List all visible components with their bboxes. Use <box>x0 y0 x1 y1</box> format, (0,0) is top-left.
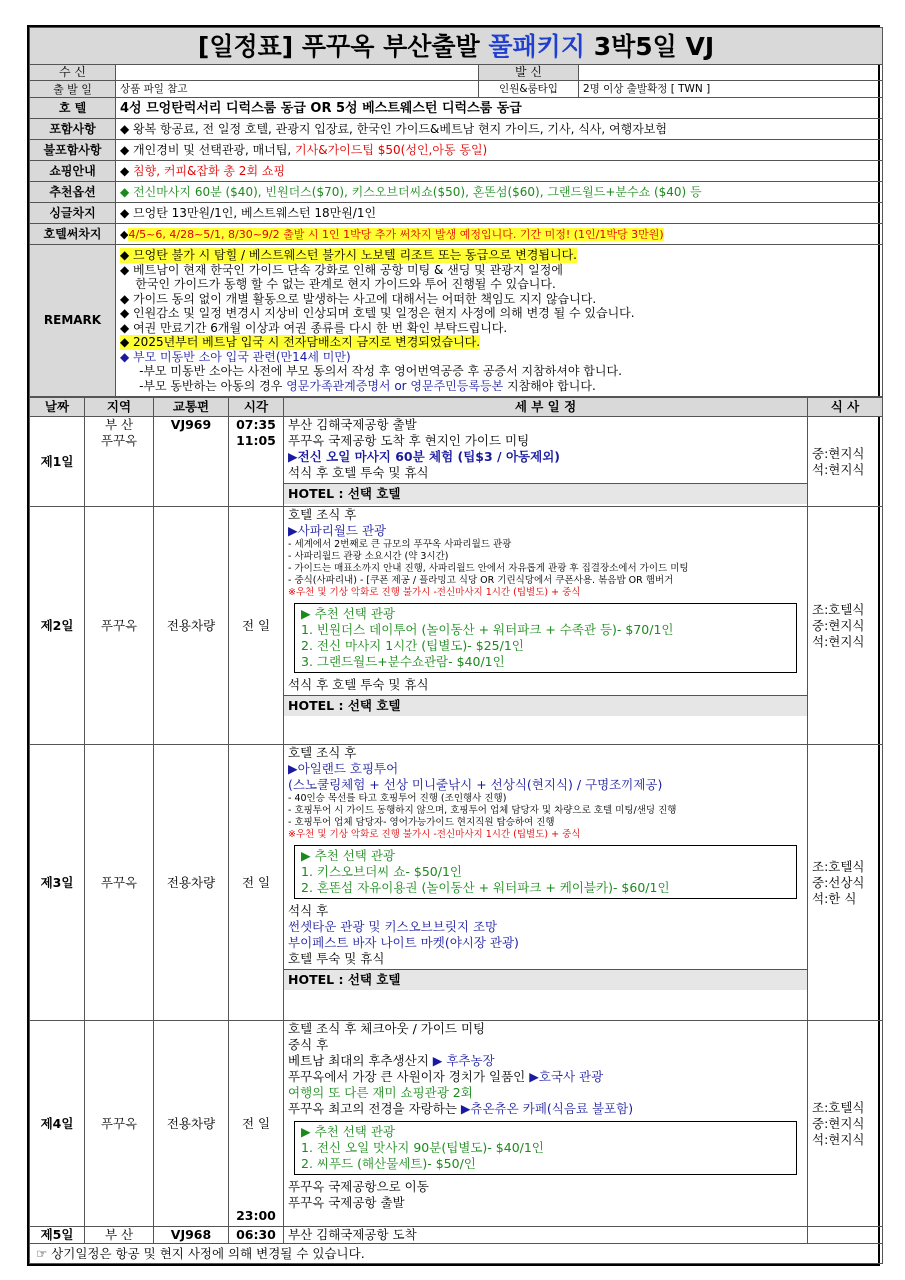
departure-label: 출 발 일 <box>30 81 116 98</box>
region-end: 푸꾸옥 <box>100 433 138 448</box>
day-time <box>229 1021 284 1227</box>
detail-line: 푸꾸옥 국제공항 도착 후 현지인 가이드 미팅 <box>288 433 530 448</box>
hotel-value: 4성 므엉탄럭서리 디럭스룸 동급 OR 5성 베스트웨스턴 디럭스룸 동급 <box>116 98 883 119</box>
hotel-bar: HOTEL : 선택 호텔 <box>284 695 807 716</box>
option-item: 1. 키스오브더씨 쇼- $50/1인 <box>301 864 462 879</box>
time-depart: 07:35 <box>236 417 276 432</box>
remark-label: REMARK <box>30 245 116 397</box>
detail-line: 석식 후 <box>288 903 329 918</box>
option-box <box>294 603 797 673</box>
detail-highlight: ▶호국사 관광 <box>529 1069 604 1084</box>
detail-text: 푸꾸옥 최고의 전경을 자랑하는 <box>288 1101 461 1116</box>
day-meals <box>808 417 883 507</box>
header-detail: 세 부 일 정 <box>284 398 808 417</box>
time-allday: 전 일 <box>241 1115 271 1131</box>
header-time: 시각 <box>229 398 284 417</box>
day-row-1 <box>30 417 883 507</box>
surcharge-cell <box>116 224 883 245</box>
meal: 중:현지식 <box>812 1115 865 1131</box>
option-box <box>294 845 797 899</box>
detail-line: 여행의 또 다른 재미 쇼핑관광 2회 <box>288 1085 473 1100</box>
shopping-detail: 침향, 커피&잡화 총 2회 쇼핑 <box>133 163 286 178</box>
surcharge-detail: 4/5~6, 4/28~5/1, 8/30~9/2 출발 시 1인 1박당 추가 써차지 발생 예정입니다. 기간 미정! (1인/1박당 3만원) <box>128 227 664 241</box>
shopping-cell <box>116 161 883 182</box>
option-title: ▶ 추천 선택 관광 <box>301 606 395 621</box>
remark-line-9: -부모 미동반 소아는 사전에 부모 동의서 작성 후 영어번역공증 후 공증서 지참하셔야 합니다. <box>120 364 622 378</box>
day-region: 푸꾸옥 <box>85 507 154 745</box>
detail-text: 푸꾸옥에서 가장 큰 사원이자 경치가 일품인 <box>288 1069 530 1084</box>
recipient-label: 수 신 <box>30 65 116 81</box>
remark-line-8: ◆ 부모 미동반 소아 입국 관련(만14세 미만) <box>120 349 351 364</box>
detail-line: 푸꾸옥 국제공항으로 이동 <box>288 1179 429 1194</box>
detail-line: (스노쿨링체험 + 선상 미니줄낚시 + 선상식(현지식) / 구명조끼제공) <box>288 777 663 792</box>
day-label: 제2일 <box>30 507 85 745</box>
detail-line <box>288 1069 803 1085</box>
day-region <box>85 417 154 507</box>
detail-line: 호텔 조식 후 <box>288 507 357 522</box>
header-transport: 교통편 <box>154 398 229 417</box>
day-label: 제1일 <box>30 417 85 507</box>
day-label: 제4일 <box>30 1021 85 1227</box>
day-time: 전 일 <box>229 745 284 1021</box>
surcharge-value: ◆ <box>120 227 129 241</box>
detail-line: ▶사파리월드 관광 <box>288 523 387 538</box>
day-row-5 <box>30 1227 883 1244</box>
remark-line-5: ◆ 인원감소 및 일정 변경시 지상비 인상되며 호텔 및 일정은 현지 사정에 의해 변경 될 수 있습니다. <box>120 306 635 320</box>
options-value: ◆ 전신마사지 60분 ($40), 빈원더스($70), 키스오브더씨쇼($50), 혼똔섬($60), 그랜드월드+분수쇼 ($40) 등 <box>116 182 883 203</box>
detail-line: 호텔 조식 후 <box>288 745 357 760</box>
day-meals <box>808 507 883 745</box>
day-meals <box>808 1021 883 1227</box>
remark-line-6: ◆ 여권 만료기간 6개월 이상과 여권 종류를 다시 한 번 확인 부탁드립니다. <box>120 320 508 335</box>
detail-line: ▶전신 오일 마사지 60분 체험 (팁$3 / 아동제외) <box>288 449 560 464</box>
detail-line: 부산 김해국제공항 출발 <box>288 417 417 432</box>
detail-line: 호텔 투숙 및 휴식 <box>288 951 385 966</box>
meal: 중:선상식 <box>812 874 865 890</box>
time-arrive: 11:05 <box>236 433 276 448</box>
day-detail <box>284 507 808 745</box>
time-depart: 23:00 <box>236 1208 276 1223</box>
detail-line: ▶아일랜드 호핑투어 <box>288 761 399 776</box>
remark-line-10-docs: 영문가족관계증명서 or 영문주민등록등본 <box>286 378 504 393</box>
detail-line: 부이페스트 바자 나이트 마켓(야시장 관광) <box>288 935 519 950</box>
detail-note: - 호핑투어 시 가이드 동행하지 않으며, 호핑투어 업체 담당자 및 차량으로 호텔 미팅/샌딩 진행 <box>288 805 677 816</box>
day-time: 06:30 <box>229 1227 284 1244</box>
detail-line: 석식 후 호텔 투숙 및 휴식 <box>288 677 429 692</box>
schedule-header <box>30 398 883 417</box>
remark-line-2: ◆ 베트남이 현재 한국인 가이드 단속 강화로 인해 공항 미팅 & 샌딩 및 관광지 일정에 <box>120 262 563 277</box>
shopping-label: 쇼핑안내 <box>30 161 116 182</box>
day-transport: VJ969 <box>154 417 229 507</box>
remark-line-4: ◆ 가이드 동의 없이 개별 활동으로 발생하는 사고에 대해서는 어떠한 책임도 지지 않습니다. <box>120 291 597 306</box>
surcharge-label: 호텔써차지 <box>30 224 116 245</box>
single-label: 싱글차지 <box>30 203 116 224</box>
option-title: ▶ 추천 선택 관광 <box>301 848 395 863</box>
remark-line-10-text: -부모 동반하는 아동의 경우 <box>120 378 287 393</box>
meal: 석:현지식 <box>812 1131 865 1147</box>
detail-note: - 중식(사파리내) - [쿠폰 제공 / 플라밍고 식당 OR 기린식당에서 쿠폰사용. 볶음밥 OR 햄버거 <box>288 575 674 586</box>
option-item: 3. 그랜드월드+분수쇼관람- $40/1인 <box>301 654 505 669</box>
option-box <box>294 1121 797 1175</box>
day-row-4 <box>30 1021 883 1227</box>
header-region: 지역 <box>85 398 154 417</box>
meal: 중:현지식 <box>812 617 865 633</box>
day-transport: 전용차량 <box>154 507 229 745</box>
remark-line-10-end: 지참해야 합니다. <box>503 378 596 393</box>
option-item: 2. 혼똔섬 자유이용권 (놀이동산 + 워터파크 + 케이블카)- $60/1인 <box>301 880 670 895</box>
detail-note: - 사파리월드 관광 소요시간 (약 3시간) <box>288 551 449 562</box>
day-detail <box>284 745 808 1021</box>
sender-label: 발 신 <box>479 65 579 81</box>
day-transport: 전용차량 <box>154 1021 229 1227</box>
header-date: 날짜 <box>30 398 85 417</box>
detail-note: ※우천 및 기상 악화로 진행 불가시 -전신마사지 1시간 (팁별도) + 중식 <box>288 829 581 840</box>
region-start: 부 산 <box>104 417 134 432</box>
remark-line-3: 한국인 가이드가 동행 할 수 없는 관계로 현지 가이드와 투어 진행될 수 있습니다. <box>120 277 556 291</box>
meal: 석:현지식 <box>812 633 865 649</box>
detail-note: - 가이드는 매표소까지 안내 진행, 사파리월드 안에서 자유롭게 관광 후 집결장소에서 가이드 미팅 <box>288 563 689 574</box>
sender-value <box>579 65 883 81</box>
recipient-value <box>116 65 479 81</box>
options-label: 추천옵션 <box>30 182 116 203</box>
hotel-bar: HOTEL : 선택 호텔 <box>284 969 807 990</box>
day-detail <box>284 1021 808 1227</box>
detail-line: 중식 후 <box>288 1037 329 1052</box>
day-time: 전 일 <box>229 507 284 745</box>
day-meals <box>808 745 883 1021</box>
option-title: ▶ 추천 선택 관광 <box>301 1124 395 1139</box>
meal: 조:호텔식 <box>812 1099 865 1115</box>
schedule-table <box>29 397 883 1264</box>
include-value: ◆ 왕복 항공료, 전 일정 호텔, 관광지 입장료, 한국인 가이드&베트남 현지 가이드, 기사, 식사, 여행자보험 <box>116 119 883 140</box>
detail-note: - 호핑투어 업체 담당자- 영어가능가이드 현지직원 탑승하여 진행 <box>288 817 555 828</box>
hotel-label: 호 텔 <box>30 98 116 119</box>
meal: 석:한 식 <box>812 890 857 906</box>
day-label: 제5일 <box>30 1227 85 1244</box>
meal: 중:현지식 <box>812 445 865 461</box>
detail-line: 호텔 조식 후 체크아웃 / 가이드 미팅 <box>288 1021 486 1036</box>
detail-line <box>288 1101 803 1117</box>
detail-line: 푸꾸옥 국제공항 출발 <box>288 1195 405 1210</box>
single-value: ◆ 므엉탄 13만원/1인, 베스트웨스턴 18만원/1인 <box>116 203 883 224</box>
option-item: 1. 전신 오일 맛사지 90분(팁별도)- $40/1인 <box>301 1140 544 1155</box>
meal: 조:호텔식 <box>812 858 865 874</box>
remark-line-1: ◆ 므엉탄 불가 시 탐힐 / 베스트웨스턴 불가시 노보텔 리조트 또는 동급으로 변경됩니다. <box>120 248 577 262</box>
option-item: 1. 빈원더스 데이투어 (놀이동산 + 워터파크 + 수족관 등)- $70/1인 <box>301 622 674 637</box>
detail-line: 석식 후 호텔 투숙 및 휴식 <box>288 465 429 480</box>
detail-line: 썬셋타운 관광 및 키스오브브릿지 조망 <box>288 919 498 934</box>
day-meals <box>808 1227 883 1244</box>
day-row-2 <box>30 507 883 745</box>
exclude-label: 불포함사항 <box>30 140 116 161</box>
page-title <box>30 28 883 65</box>
exclude-cell <box>116 140 883 161</box>
option-item: 2. 전신 마사지 1시간 (팁별도)- $25/1인 <box>301 638 524 653</box>
detail-note: - 세계에서 2번째로 큰 규모의 푸꾸옥 사파리월드 관광 <box>288 539 512 550</box>
itinerary-document <box>27 25 880 1266</box>
detail-text: 베트남 최대의 후추생산지 <box>288 1053 433 1068</box>
detail-highlight: ▶츄온츄온 카페(식음료 불포함) <box>460 1101 634 1116</box>
day-time <box>229 417 284 507</box>
day-region: 푸꾸옥 <box>85 1021 154 1227</box>
room-value: 2명 이상 출발확정 [ TWN ] <box>579 81 883 98</box>
detail-line <box>288 1053 803 1069</box>
detail-note: ※우천 및 기상 악화로 진행 불가시 -전신마사지 1시간 (팁별도) + 중식 <box>288 587 581 598</box>
title-suffix: 3박5일 VJ <box>584 31 715 61</box>
exclude-value: ◆ 개인경비 및 선택관광, 매너팁, <box>120 142 296 157</box>
include-label: 포함사항 <box>30 119 116 140</box>
day-transport: VJ968 <box>154 1227 229 1244</box>
hotel-bar: HOTEL : 선택 호텔 <box>284 483 807 504</box>
meal: 조:호텔식 <box>812 601 865 617</box>
departure-value: 상품 파일 참고 <box>116 81 479 98</box>
day-label: 제3일 <box>30 745 85 1021</box>
remark-line-10 <box>120 379 878 394</box>
meal: 석:현지식 <box>812 461 865 477</box>
exclude-tip: 기사&가이드팁 $50(성인,아동 동일) <box>295 142 488 157</box>
day-region: 부 산 <box>85 1227 154 1244</box>
room-label: 인원&룸타입 <box>479 81 579 98</box>
remark-body <box>116 245 883 397</box>
header-meal: 식 사 <box>808 398 883 417</box>
day-row-3 <box>30 745 883 1021</box>
day-detail: 부산 김해국제공항 도착 <box>284 1227 808 1244</box>
detail-note: - 40인승 목선를 타고 호핑투어 진행 (조인행사 진행) <box>288 793 507 804</box>
day-region: 푸꾸옥 <box>85 745 154 1021</box>
remark-line-7: ◆ 2025년부터 베트남 입국 시 전자담배소지 금지로 변경되었습니다. <box>120 335 481 349</box>
footer-note: ☞ 상기일정은 항공 및 현지 사정에 의해 변경될 수 있습니다. <box>30 1244 883 1264</box>
detail-highlight: ▶ 후추농장 <box>432 1053 495 1068</box>
shopping-value: ◆ <box>120 163 134 178</box>
title-prefix: [일정표] 푸꾸옥 부산출발 <box>197 31 489 61</box>
day-transport: 전용차량 <box>154 745 229 1021</box>
title-highlight: 풀패키지 <box>488 31 585 61</box>
option-item: 2. 씨푸드 (해산물세트)- $50/인 <box>301 1156 476 1171</box>
day-detail <box>284 417 808 507</box>
info-table <box>29 27 883 397</box>
